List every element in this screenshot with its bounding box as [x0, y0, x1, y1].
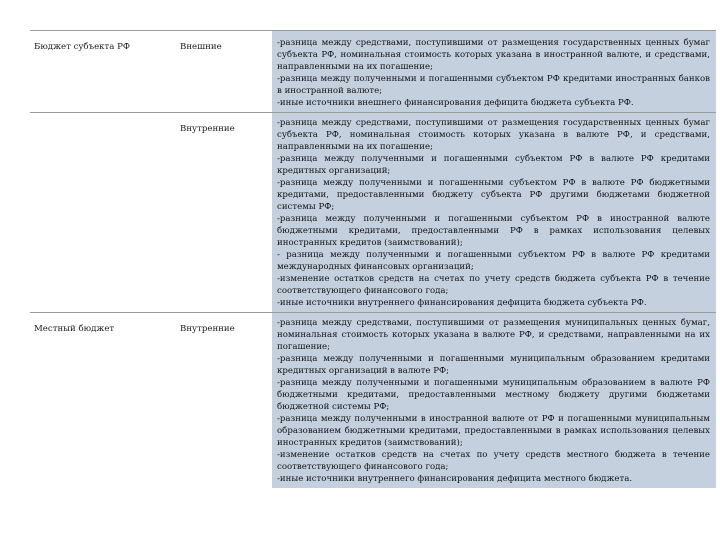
source-item: -разница между средствами, поступившими от размещения государственных ценных бумаг субъекта РФ, номинальная стоимость которых указана в валюте РФ, и средствами, направленными на их погашение; — [277, 118, 710, 152]
financing-sources-table — [30, 30, 716, 488]
source-type-cell: Внешние — [180, 42, 222, 52]
source-item: -разница между полученными и погашенными субъектом РФ в иностранной валюте бюджетными кредитами, предоставленными РФ в рамках использования целевых иностранных кредитов (заимствований); — [277, 214, 710, 248]
source-item: -иные источники внутреннего финансирования дефицита местного бюджета. — [277, 474, 633, 484]
budget-level-cell: Бюджет субъекта РФ — [34, 42, 131, 52]
source-item: -изменение остатков средств на счетах по учету средств бюджета субъекта РФ в течение соответствующего финансового года; — [277, 274, 710, 296]
source-item: -иные источники внешнего финансирования дефицита бюджета субъекта РФ. — [277, 98, 634, 108]
budget-level-cell: Местный бюджет — [34, 324, 115, 334]
source-item: -разница между полученными и погашенными муниципальным образованием в валюте РФ бюджетными кредитами, предоставленными местному бюджету другими бюджетами бюджетной системы РФ; — [277, 378, 710, 412]
source-item: -разница между полученными и погашенными субъектом РФ кредитами иностранных банков в иностранной валюте; — [277, 74, 710, 96]
source-item: -иные источники внутреннего финансирования дефицита бюджета субъекта РФ. — [277, 298, 647, 308]
source-item: -разница между средствами, поступившими от размещения муниципальных ценных бумаг, номинальная стоимость которых указана в валюте РФ, и средствами, направленными на их погашение; — [277, 318, 710, 352]
source-item: -разница между полученными и погашенными муниципальным образованием кредитами кредитных организаций в валюте РФ; — [277, 354, 710, 376]
source-item: - разница между полученными и погашенными субъектом РФ в валюте РФ кредитами международных финансовых организаций; — [277, 250, 710, 272]
source-item: -разница между средствами, поступившими от размещения государственных ценных бумаг субъекта РФ, номинальная стоимость которых указана в иностранной валюте, и средствами, направленными на их погашение; — [277, 38, 710, 72]
source-type-cell: Внутренние — [180, 324, 235, 334]
sources-description-cell — [271, 313, 716, 488]
source-item: -изменение остатков средств на счетах по учету средств местного бюджета в течение соответствующего финансового года; — [277, 450, 710, 472]
source-type-cell: Внутренние — [180, 124, 235, 134]
source-item: -разница между полученными и погашенными субъектом РФ в валюте РФ бюджетными кредитами, предоставленными бюджету субъекта РФ другими бюджетами бюджетной системы РФ; — [277, 178, 710, 212]
source-item: -разница между полученными и погашенными субъектом РФ в валюте РФ кредитами кредитных организаций; — [277, 154, 710, 176]
table-row — [30, 31, 716, 113]
table-row — [30, 113, 716, 313]
source-item: -разница между полученными в иностранной валюте от РФ и погашенными муниципальным образованием бюджетными кредитами, предоставленными в рамках использования целевых иностранных кредитов (заимствований); — [277, 414, 710, 448]
table-row — [30, 313, 716, 488]
sources-description-cell — [271, 113, 716, 312]
sources-description-cell — [271, 31, 716, 112]
budget-level-cell — [30, 113, 176, 312]
